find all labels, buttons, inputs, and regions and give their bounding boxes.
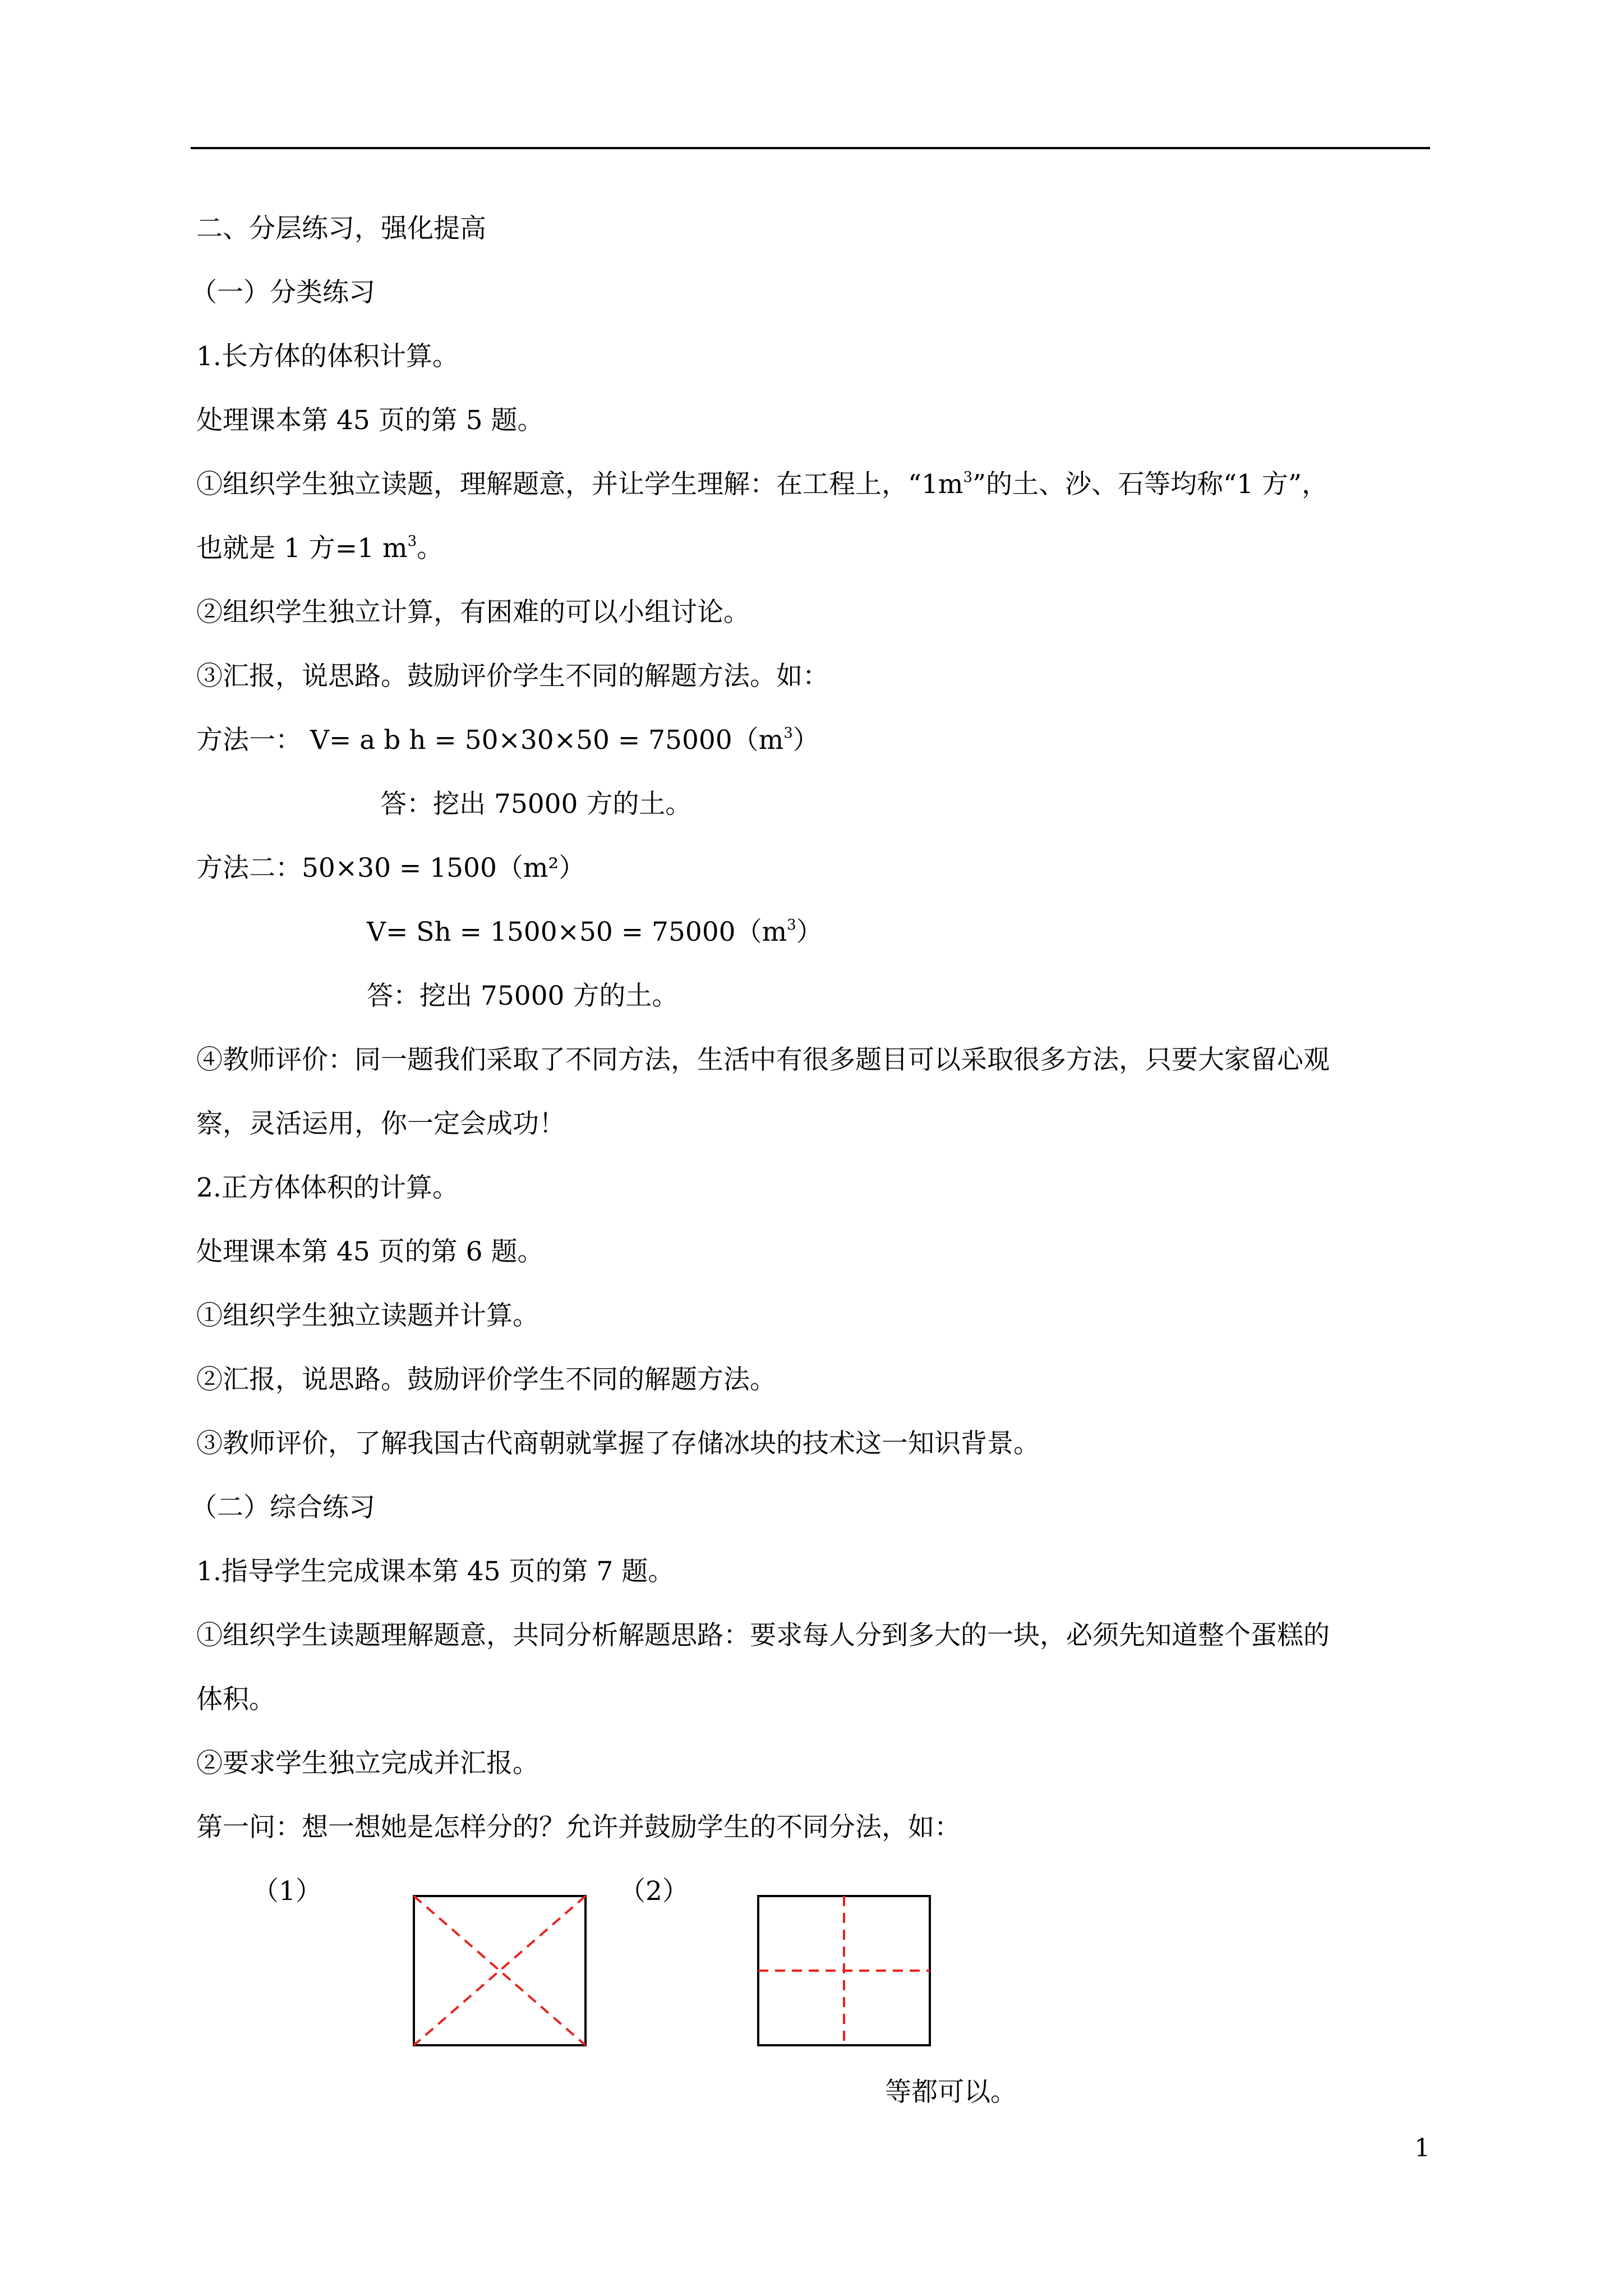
text-line: ②组织学生独立计算，有困难的可以小组讨论。 xyxy=(196,597,750,628)
answer-line: 答：挖出 75000 方的土。 xyxy=(380,789,692,820)
text-line: 1.指导学生完成课本第 45 页的第 7 题。 xyxy=(196,1556,675,1587)
header-rule xyxy=(191,147,1430,149)
superscript: 3 xyxy=(963,469,973,486)
method-one-line: 方法一： V= a b $h = 50\times 30\times 50 = 75000(m^3)$ xyxy=(196,725,819,756)
superscript: 3 xyxy=(787,917,796,933)
text-line: ①组织学生独立读题并计算。 xyxy=(196,1300,539,1331)
text-line: ④教师评价：同一题我们采取了不同方法，生活中有很多题目可以采取很多方法，只要大家留心观 xyxy=(196,1045,1330,1075)
text-line: 体积。 xyxy=(196,1684,275,1715)
text-line: ②汇报，说思路。鼓励评价学生不同的解题方法。 xyxy=(196,1364,776,1395)
figure-caption: 等都可以。 xyxy=(885,2077,1017,2108)
subsection-heading: （二）综合练习 xyxy=(191,1492,375,1523)
text-line: 处理课本第 45 页的第 5 题。 xyxy=(196,405,544,436)
subsection-heading: （一）分类练习 xyxy=(191,277,375,308)
text-line: 处理课本第 45 页的第 6 题。 xyxy=(196,1236,544,1267)
page-number: 1 xyxy=(1414,2134,1430,2162)
cake-diagram-cross xyxy=(757,1895,931,2046)
method-two-line: 方法二：50×30 = 1500（m²） xyxy=(196,853,585,884)
text-line: ①组织学生读题理解题意，共同分析解题思路：要求每人分到多大的一块，必须先知道整个蛋糕的 xyxy=(196,1620,1330,1651)
superscript: 3 xyxy=(407,533,417,550)
text-line: 也就是 1 方=1 $m^3$。 xyxy=(196,533,444,564)
answer-line: 答：挖出 75000 方的土。 xyxy=(367,981,679,1011)
text-line: 第一问：想一想她是怎样分的？允许并鼓励学生的不同分法，如： xyxy=(196,1812,961,1843)
figure-label-1: （1） xyxy=(252,1876,322,1907)
text-line: ③汇报，说思路。鼓励评价学生不同的解题方法。如： xyxy=(196,661,829,692)
text-line: 察，灵活运用，你一定会成功！ xyxy=(196,1108,565,1139)
text-line: ①组织学生独立读题，理解题意，并让学生理解：在工程上，“$1m^3$”的土、沙、石等均称“1 方”， xyxy=(196,469,1328,500)
text-line: 1.长方体的体积计算。 xyxy=(196,341,459,372)
text-line: ③教师评价，了解我国古代商朝就掌握了存储冰块的技术这一知识背景。 xyxy=(196,1428,1040,1459)
figure-label-2: （2） xyxy=(619,1876,689,1907)
text-line: ②要求学生独立完成并汇报。 xyxy=(196,1748,539,1779)
superscript: 3 xyxy=(783,725,793,742)
text-line: 2.正方体体积的计算。 xyxy=(196,1172,459,1203)
section-heading: 二、分层练习，强化提高 xyxy=(196,213,486,244)
text-line: $V= Sh = 1500\times 50 = 75000(m^3)$ xyxy=(367,917,823,947)
cake-diagram-diagonals xyxy=(413,1895,587,2046)
